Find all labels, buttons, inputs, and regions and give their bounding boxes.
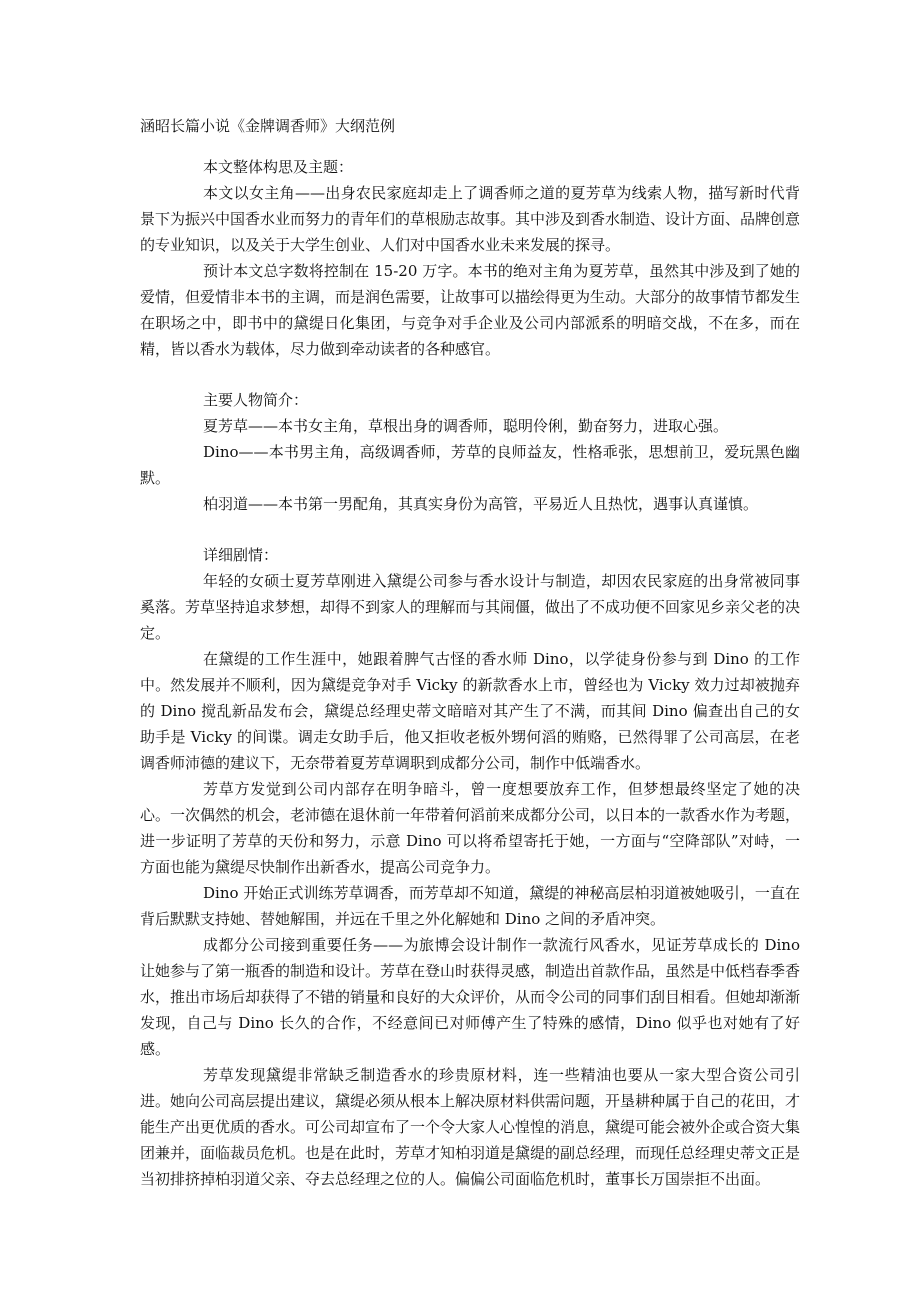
paragraph: 年轻的女硕士夏芳草刚进入黛缇公司参与香水设计与制造，却因农民家庭的出身常被同事奚落。芳草坚持追求梦想，却得不到家人的理解而与其闹僵，做出了不成功便不回家见乡亲父老的决定。 [140,572,801,642]
paragraph: Dino 开始正式训练芳草调香，而芳草却不知道，黛缇的神秘高层柏羽道被她吸引，一直在背后默默支持她、替她解围，并远在千里之外化解她和 Dino 之间的矛盾冲突。 [140,884,800,928]
document-title: 涵昭长篇小说《金牌调香师》大纲范例 [140,117,396,135]
paragraph: 本文以女主角——出身农民家庭却走上了调香师之道的夏芳草为线索人物，描写新时代背景下为振兴中国香水业而努力的青年们的草根励志故事。其中涉及到香水制造、设计方面、品牌创意的专业知识，以及关于大学生创业、人们对中国香水业未来发展的探寻。 [140,184,801,254]
paragraph: 柏羽道——本书第一男配角，其真实身份为高管，平易近人且热忱，遇事认真谨慎。 [203,495,759,513]
section-heading: 详细剧情： [203,546,279,564]
paragraph: 预计本文总字数将控制在 15-20 万字。本书的绝对主角为夏芳草，虽然其中涉及到了她的爱情，但爱情非本书的主调，而是润色需要，让故事可以描绘得更为生动。大部分的故事情节都发生在职场之中，即书中的黛缇日化集团，与竞争对手企业及公司内部派系的明暗交战，不在多，而在精，皆以香水为载体，尽力做到牵动读者的各种感官。 [140,262,801,358]
document-page [140,113,800,1192]
paragraph: 芳草发现黛缇非常缺乏制造香水的珍贵原材料，连一些精油也要从一家大型合资公司引进。她向公司高层提出建议，黛缇必须从根本上解决原材料供需问题，开垦耕种属于自己的花田，才能生产出更优质的香水。可公司却宣布了一个令大家人心惶惶的消息，黛缇可能会被外企或合资大集团兼并，面临裁员危机。也是在此时，芳草才知柏羽道是黛缇的副总经理，而现任总经理史蒂文正是当初排挤掉柏羽道父亲、夺去总经理之位的人。偏偏公司面临危机时，董事长万国崇拒不出面。 [140,1066,801,1188]
paragraph: 在黛缇的工作生涯中，她跟着脾气古怪的香水师 Dino，以学徒身份参与到 Dino 的工作中。然发展并不顺利，因为黛缇竞争对手 Vicky 的新款香水上市，曾经也为 Vicky 效力过却被抛弃的 Dino 搅乱新品发布会，黛缇总经理史蒂文暗暗对其产生了不满，而其间 Dino 偏查出自己的女助手是 Vicky 的间谍。调走女助手后，他又拒收老板外甥何滔的贿赂，已然得罪了公司高层，在老调香师沛德的建议下，无奈带着夏芳草调职到成都分公司，制作中低端香水。 [140,650,800,772]
section-heading: 本文整体构思及主题： [203,158,354,176]
section-overview [140,154,800,362]
section-characters [140,387,800,517]
section-heading: 主要人物简介： [203,391,309,409]
paragraph: 成都分公司接到重要任务——为旅博会设计制作一款流行风香水，见证芳草成长的 Dino 让她参与了第一瓶香的制造和设计。芳草在登山时获得灵感，制造出首款作品，虽然是中低档春季香水，推出市场后却获得了不错的销量和良好的大众评价，从而令公司的同事们刮目相看。但她却渐渐发现，自己与 Dino 长久的合作，不经意间已对师傅产生了特殊的感情，Dino 似乎也对她有了好感。 [140,936,801,1058]
paragraph: Dino——本书男主角，高级调香师，芳草的良师益友，性格乖张，思想前卫，爱玩黑色幽默。 [140,443,800,487]
section-plot [140,542,800,1192]
paragraph: 夏芳草——本书女主角，草根出身的调香师，聪明伶俐，勤奋努力，进取心强。 [203,417,729,435]
paragraph: 芳草方发觉到公司内部存在明争暗斗，曾一度想要放弃工作，但梦想最终坚定了她的决心。一次偶然的机会，老沛德在退休前一年带着何滔前来成都分公司，以日本的一款香水作为考题，进一步证明了芳草的天份和努力，示意 Dino 可以将希望寄托于她，一方面与“空降部队”对峙，一方面也能为黛缇尽快制作出新香水，提高公司竞争力。 [140,780,801,876]
